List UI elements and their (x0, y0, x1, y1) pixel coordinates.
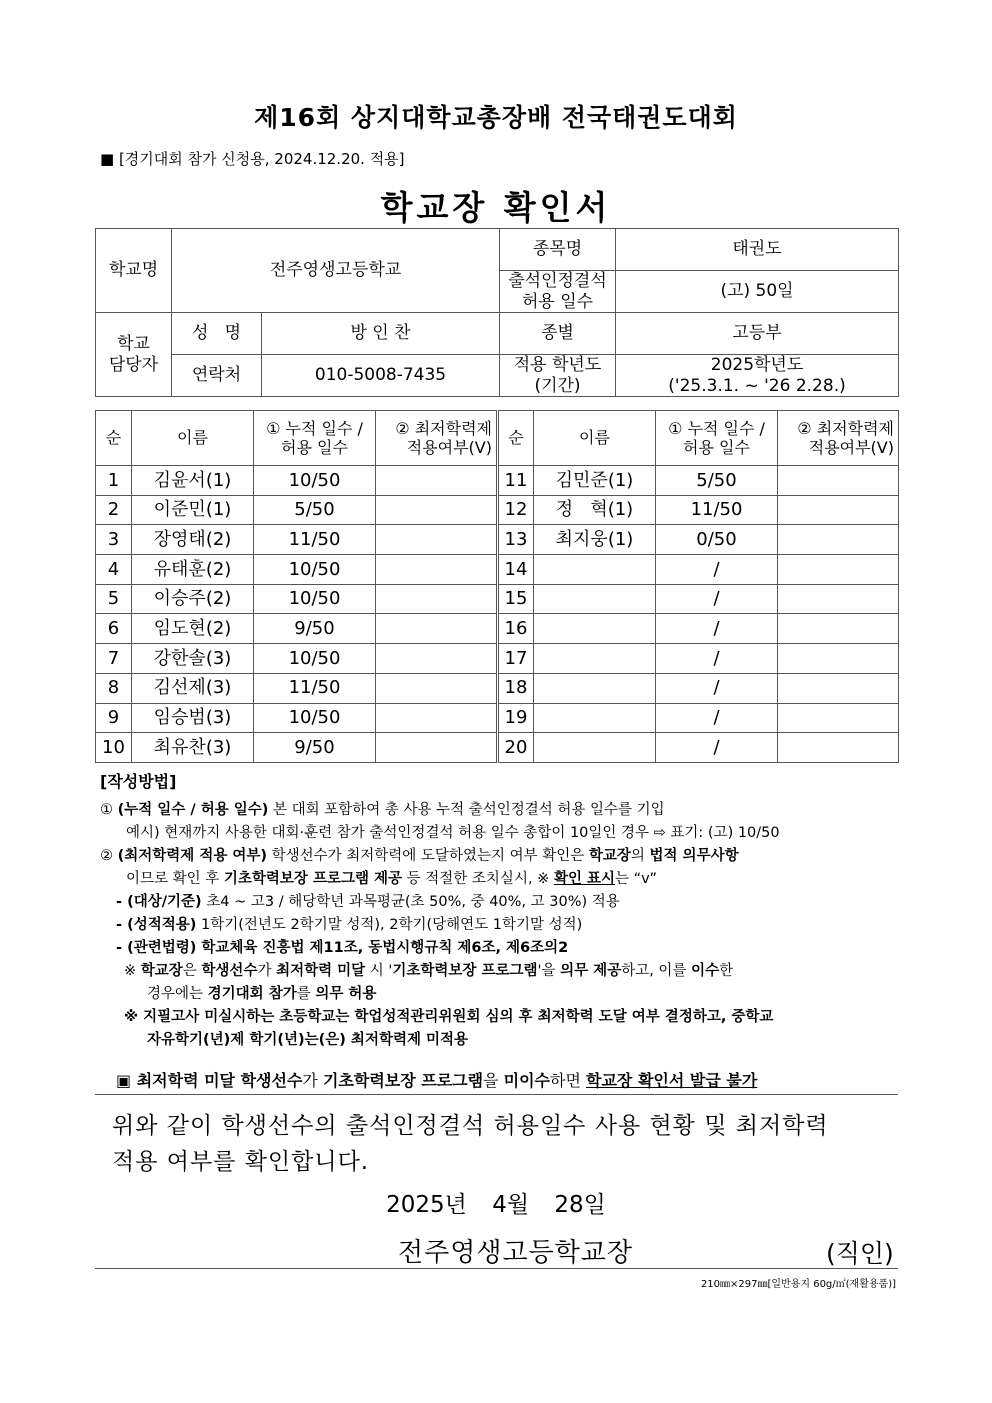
header-no: 순 (498, 411, 534, 466)
student-name: 이준민(1) (132, 495, 254, 525)
method-item-1: ① (누적 일수 / 허용 일수) 본 대회 포함하여 총 사용 누적 출석인정결석 허용 일수를 기입 (100, 802, 665, 818)
min-achievement-check (778, 584, 899, 614)
student-roster-table (95, 410, 899, 763)
min-achievement-check (778, 703, 899, 733)
absence-days: / (656, 614, 778, 644)
absence-days: / (656, 644, 778, 674)
min-achievement-check (778, 525, 899, 555)
row-number: 8 (96, 673, 132, 703)
absence-days: 10/50 (254, 555, 376, 585)
row-number: 1 (96, 466, 132, 496)
row-number: 12 (498, 495, 534, 525)
table-row (96, 733, 899, 763)
method-sub-law: - (관련법령) 학교체육 진흥법 제11조, 동법시행규칙 제6조, 제6조의2 (116, 940, 569, 956)
method-note-1: ※ 학교장은 학생선수가 최저학력 미달 시 '기초학력보장 프로그램'을 의무 제공하고, 이를 이수한 (124, 963, 734, 979)
min-achievement-check (376, 614, 498, 644)
row-number: 20 (498, 733, 534, 763)
row-number: 5 (96, 584, 132, 614)
header-name: 이름 (534, 411, 656, 466)
table-row (96, 673, 899, 703)
student-name: 김민준(1) (534, 466, 656, 496)
absence-days: 11/50 (254, 673, 376, 703)
student-name: 유태훈(2) (132, 555, 254, 585)
student-name (534, 644, 656, 674)
method-title: [작성방법] (100, 772, 177, 791)
row-number: 4 (96, 555, 132, 585)
allowance-label: 출석인정결석 허용 일수 (500, 271, 616, 313)
method-note-1-cont: 경우에는 경기대회 참가를 의무 허용 (147, 986, 377, 1002)
event-value: 태권도 (616, 229, 899, 271)
student-name (534, 733, 656, 763)
method-item-2-cont: 이므로 확인 후 기초학력보장 프로그램 제공 등 적절한 조치실시, ※ 확인 표시는 “v” (126, 871, 657, 887)
name-value: 방 인 찬 (262, 313, 500, 355)
principal-name: 전주영생고등학교장 (398, 1238, 634, 1268)
official-seal-label: (직인) (826, 1239, 894, 1268)
absence-days: / (656, 733, 778, 763)
student-name: 김선제(3) (132, 673, 254, 703)
absence-days: 10/50 (254, 644, 376, 674)
table-row (96, 584, 899, 614)
row-number: 15 (498, 584, 534, 614)
divider (95, 1268, 898, 1269)
student-name: 임도현(2) (132, 614, 254, 644)
absence-days: 10/50 (254, 584, 376, 614)
method-note-2: ※ 지필고사 미실시하는 초등학교는 학업성적관리위원회 심의 후 최저학력 도달 여부 결정하고, 중학교 (124, 1009, 774, 1025)
min-achievement-check (778, 614, 899, 644)
min-achievement-check (376, 733, 498, 763)
student-name: 정 혁(1) (534, 495, 656, 525)
min-achievement-check (376, 495, 498, 525)
min-achievement-check (376, 644, 498, 674)
method-item-1-example: 예시) 현재까지 사용한 대회·훈련 참가 출석인정결석 허용 일수 총합이 10일인 경우 ⇨ 표기: (고) 10/50 (126, 825, 780, 841)
contact-label: 연락처 (172, 355, 262, 397)
manager-label: 학교 담당자 (96, 313, 172, 397)
row-number: 11 (498, 466, 534, 496)
min-achievement-check (778, 555, 899, 585)
student-name: 강한솔(3) (132, 644, 254, 674)
division-label: 종별 (500, 313, 616, 355)
absence-days: 10/50 (254, 703, 376, 733)
min-achievement-check (778, 495, 899, 525)
min-achievement-check (778, 733, 899, 763)
method-sub-grade: - (성적적용) 1학기(전년도 2학기말 성적), 2학기(당해연도 1학기말 성적) (116, 917, 583, 933)
absence-days: / (656, 584, 778, 614)
table-row (96, 466, 899, 496)
row-number: 2 (96, 495, 132, 525)
header-min: ② 최저학력제 적용여부(V) (376, 411, 498, 466)
table-row (96, 495, 899, 525)
row-number: 13 (498, 525, 534, 555)
min-achievement-check (778, 644, 899, 674)
row-number: 9 (96, 703, 132, 733)
allowance-value: (고) 50일 (616, 271, 899, 313)
event-label: 종목명 (500, 229, 616, 271)
row-number: 16 (498, 614, 534, 644)
student-name (534, 584, 656, 614)
table-row (96, 614, 899, 644)
method-sub-target: - (대상/기준) 초4 ~ 고3 / 해당학년 과목평균(초 50%, 중 40%, 고 30%) 적용 (116, 894, 620, 910)
school-value: 전주영생고등학교 (172, 229, 500, 313)
row-number: 18 (498, 673, 534, 703)
header-days: ① 누적 일수 / 허용 일수 (254, 411, 376, 466)
absence-days: / (656, 673, 778, 703)
table-row (96, 525, 899, 555)
student-name: 임승범(3) (132, 703, 254, 733)
year-value: 2025학년도 ('25.3.1. ~ '26 2.28.) (616, 355, 899, 397)
absence-days: 11/50 (254, 525, 376, 555)
min-achievement-check (376, 584, 498, 614)
header-min: ② 최저학력제 적용여부(V) (778, 411, 899, 466)
absence-days: 5/50 (254, 495, 376, 525)
student-name (534, 673, 656, 703)
absence-days: 9/50 (254, 733, 376, 763)
method-note-2-cont: 자유학기(년)제 학기(년)는(은) 최저학력제 미적용 (147, 1032, 469, 1048)
row-number: 14 (498, 555, 534, 585)
header-name: 이름 (132, 411, 254, 466)
absence-days: 5/50 (656, 466, 778, 496)
absence-days: 10/50 (254, 466, 376, 496)
paper-spec: 210㎜×297㎜[일반용지 60g/㎡(재활용품)] (700, 1279, 896, 1290)
notice-line: ▣ 최저학력 미달 학생선수가 기초학력보장 프로그램을 미이수하면 학교장 확인서 발급 불가 (116, 1071, 758, 1090)
student-name: 이승주(2) (132, 584, 254, 614)
division-value: 고등부 (616, 313, 899, 355)
min-achievement-check (376, 466, 498, 496)
min-achievement-check (376, 703, 498, 733)
header-days: ① 누적 일수 / 허용 일수 (656, 411, 778, 466)
table-row (96, 703, 899, 733)
row-number: 7 (96, 644, 132, 674)
absence-days: 11/50 (656, 495, 778, 525)
name-label: 성 명 (172, 313, 262, 355)
square-arrow-icon: ▣ (116, 1071, 132, 1090)
absence-days: / (656, 703, 778, 733)
year-label: 적용 학년도 (기간) (500, 355, 616, 397)
school-label: 학교명 (96, 229, 172, 313)
min-achievement-check (376, 525, 498, 555)
student-name: 장영태(2) (132, 525, 254, 555)
contact-value: 010-5008-7435 (262, 355, 500, 397)
absence-days: / (656, 555, 778, 585)
student-name: 최지웅(1) (534, 525, 656, 555)
divider (95, 1094, 898, 1095)
min-achievement-check (376, 673, 498, 703)
row-number: 3 (96, 525, 132, 555)
method-item-2: ② (최저학력제 적용 여부) 학생선수가 최저학력에 도달하였는지 여부 확인은 학교장의 법적 의무사항 (100, 848, 739, 864)
writing-method (100, 770, 900, 1052)
min-achievement-check (778, 673, 899, 703)
student-name (534, 555, 656, 585)
row-number: 17 (498, 644, 534, 674)
min-achievement-check (376, 555, 498, 585)
absence-days: 0/50 (656, 525, 778, 555)
school-info-table (95, 228, 899, 397)
row-number: 10 (96, 733, 132, 763)
table-row (96, 644, 899, 674)
issue-date: 2025년 4월 28일 (386, 1192, 606, 1218)
row-number: 19 (498, 703, 534, 733)
event-title: 제16회 상지대학교총장배 전국태권도대회 (254, 103, 738, 132)
header-no: 순 (96, 411, 132, 466)
row-number: 6 (96, 614, 132, 644)
student-name: 김윤서(1) (132, 466, 254, 496)
student-name (534, 614, 656, 644)
table-row (96, 555, 899, 585)
min-achievement-check (778, 466, 899, 496)
confirmation-text: 위와 같이 학생선수의 출석인정결석 허용일수 사용 현황 및 최저학력 적용 여부를 확인합니다. (112, 1113, 829, 1175)
student-name (534, 703, 656, 733)
student-name: 최유찬(3) (132, 733, 254, 763)
absence-days: 9/50 (254, 614, 376, 644)
form-note: ■ [경기대회 참가 신청용, 2024.12.20. 적용] (100, 150, 405, 168)
document-title: 학교장 확인서 (380, 188, 612, 227)
